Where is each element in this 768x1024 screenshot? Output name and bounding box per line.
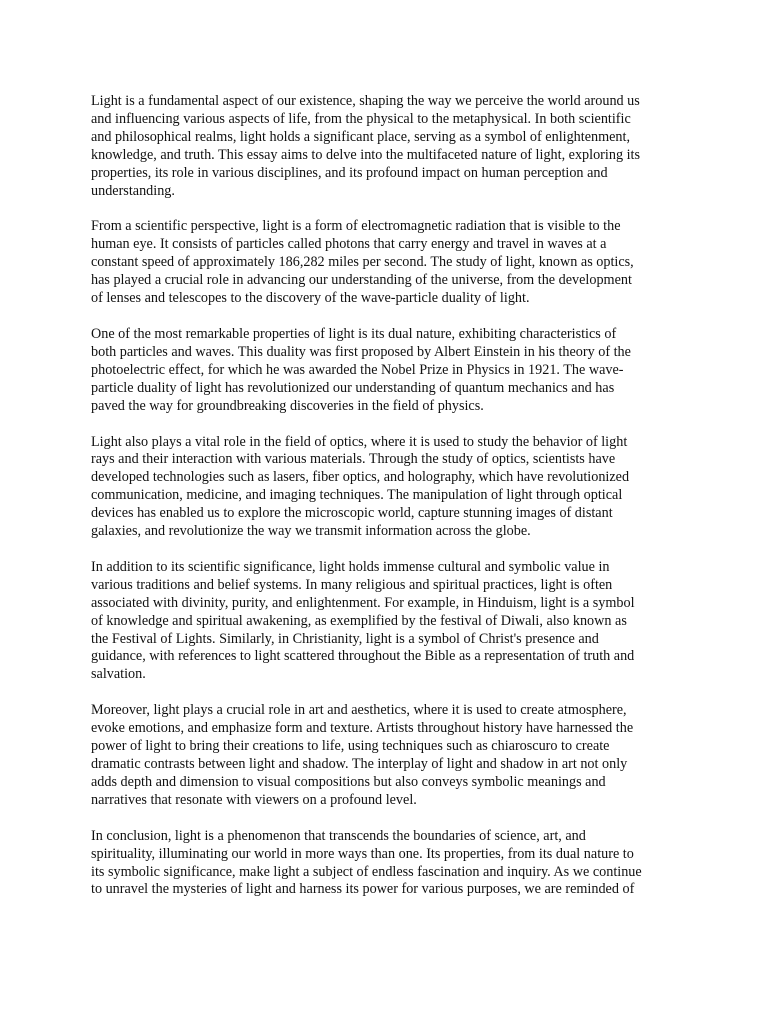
text-line: devices has enabled us to explore the microscopic world, capture stunning images of distant	[91, 505, 613, 522]
text-line: Light is a fundamental aspect of our existence, shaping the way we perceive the world around us	[91, 93, 640, 109]
text-line: communication, medicine, and imaging techniques. The manipulation of light through optical	[91, 487, 623, 504]
text-line: its symbolic significance, make light a subject of endless fascination and inquiry. As we continue	[91, 863, 642, 880]
text-line: In conclusion, light is a phenomenon that transcends the boundaries of science, art, and	[91, 827, 586, 844]
text-line: narratives that resonate with viewers on a profound level.	[91, 791, 417, 808]
text-line: evoke emotions, and emphasize form and texture. Artists throughout history have harnessed the	[91, 720, 634, 737]
document-body	[91, 93, 678, 899]
text-line: both particles and waves. This duality was first proposed by Albert Einstein in his theory of the	[91, 343, 631, 360]
text-line: From a scientific perspective, light is a form of electromagnetic radiation that is visible to the	[91, 218, 621, 235]
text-line: understanding.	[91, 182, 175, 199]
paragraph-2	[91, 218, 678, 308]
text-line: knowledge, and truth. This essay aims to delve into the multifaceted nature of light, exploring its	[91, 146, 640, 163]
text-line: adds depth and dimension to visual compositions but also conveys symbolic meanings and	[91, 773, 606, 790]
text-line: the Festival of Lights. Similarly, in Christianity, light is a symbol of Christ's presence and	[91, 630, 599, 647]
text-line: One of the most remarkable properties of light is its dual nature, exhibiting characteristics of	[91, 325, 617, 342]
text-line: rays and their interaction with various materials. Through the study of optics, scientists have	[91, 451, 616, 468]
text-line: Light also plays a vital role in the field of optics, where it is used to study the behavior of light	[91, 433, 628, 450]
text-line: associated with divinity, purity, and enlightenment. For example, in Hinduism, light is a symbol	[91, 594, 635, 611]
text-line: has played a crucial role in advancing our understanding of the universe, from the development	[91, 272, 632, 289]
text-line: particle duality of light has revolutionized our understanding of quantum mechanics and has	[91, 379, 615, 396]
text-line: of lenses and telescopes to the discovery of the wave-particle duality of light.	[91, 290, 530, 307]
text-line: photoelectric effect, for which he was awarded the Nobel Prize in Physics in 1921. The wave-	[91, 361, 624, 378]
text-line: various traditions and belief systems. In many religious and spiritual practices, light is often	[91, 576, 613, 593]
text-line: salvation.	[91, 666, 146, 683]
text-line: and influencing various aspects of life, from the physical to the metaphysical. In both scientific	[91, 110, 631, 127]
text-line: to unravel the mysteries of light and harness its power for various purposes, we are reminded of	[91, 881, 635, 898]
paragraph-1	[91, 93, 678, 200]
paragraph-7	[91, 828, 678, 900]
text-line: of knowledge and spiritual awakening, as exemplified by the festival of Diwali, also known as	[91, 612, 627, 629]
text-line: Moreover, light plays a crucial role in art and aesthetics, where it is used to create atmosphere,	[91, 702, 627, 719]
text-line: constant speed of approximately 186,282 miles per second. The study of light, known as optics,	[91, 254, 634, 271]
paragraph-5	[91, 559, 678, 684]
text-line: developed technologies such as lasers, fiber optics, and holography, which have revolutionized	[91, 469, 630, 486]
paragraph-6	[91, 702, 678, 809]
text-line: spirituality, illuminating our world in more ways than one. Its properties, from its dual nature to	[91, 845, 634, 862]
text-line: human eye. It consists of particles called photons that carry energy and travel in waves at a	[91, 236, 607, 253]
text-line: dramatic contrasts between light and shadow. The interplay of light and shadow in art not only	[91, 756, 628, 772]
text-line: and philosophical realms, light holds a significant place, serving as a symbol of enlightenment,	[91, 128, 631, 145]
text-line: properties, its role in various disciplines, and its profound impact on human perception and	[91, 164, 608, 181]
paragraph-4	[91, 434, 678, 541]
paragraph-3	[91, 326, 678, 416]
text-line: power of light to bring their creations to life, using techniques such as chiaroscuro to create	[91, 738, 610, 755]
text-line: guidance, with references to light scattered throughout the Bible as a representation of truth and	[91, 648, 635, 665]
text-line: In addition to its scientific significance, light holds immense cultural and symbolic value in	[91, 558, 610, 575]
text-line: galaxies, and revolutionize the way we transmit information across the globe.	[91, 523, 531, 540]
text-line: paved the way for groundbreaking discoveries in the field of physics.	[91, 397, 484, 414]
